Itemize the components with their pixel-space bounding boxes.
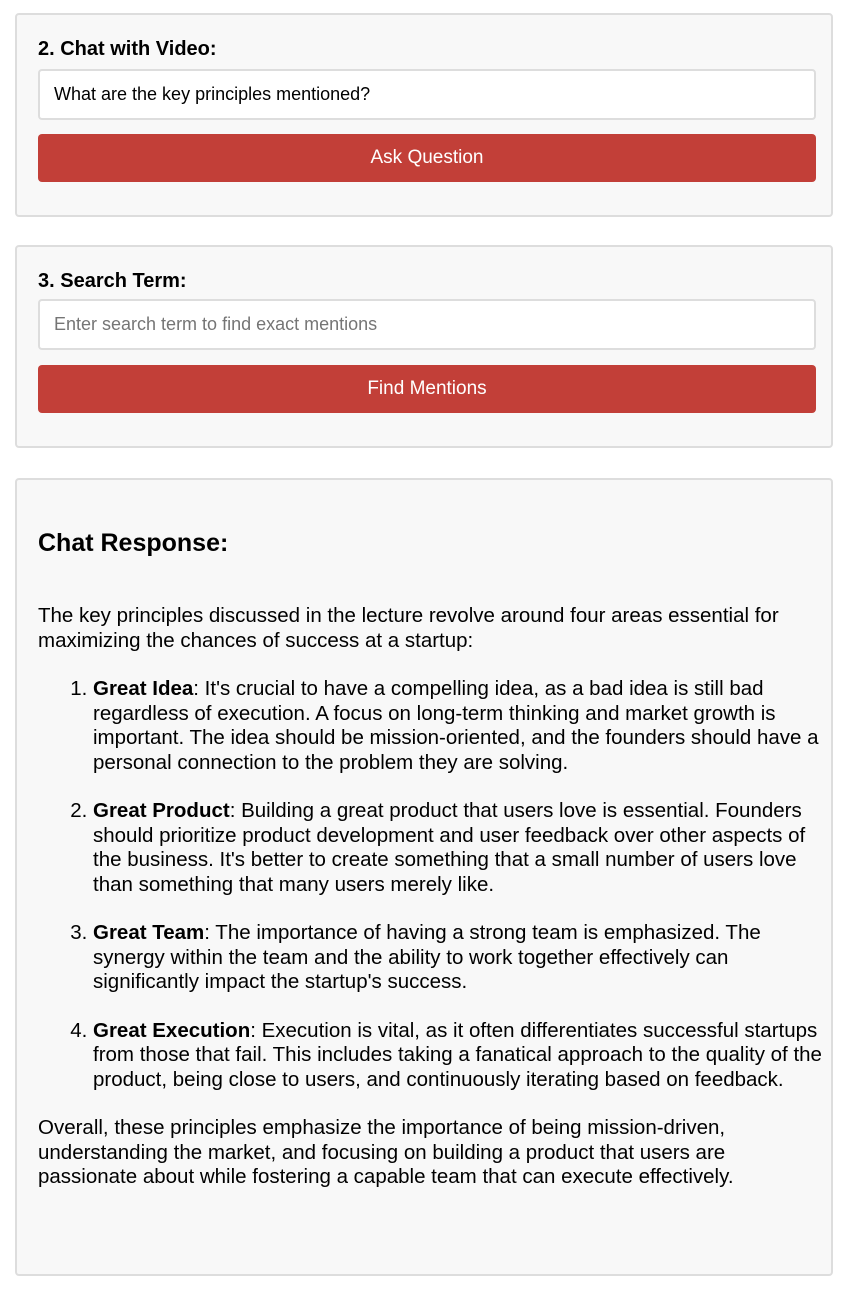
principle-term: Great Team	[93, 921, 205, 944]
chat-with-video-section	[15, 13, 833, 217]
principle-text: : It's crucial to have a compelling idea, as a bad idea is still bad regardless of execution. A focus on long-term thinking and market growth is important. The idea should be mission-oriented, and the founders should have a personal connection to the problem they are solving.	[93, 677, 819, 774]
chat-response-body	[38, 604, 823, 1190]
principle-text: : Execution is vital, as it often differentiates successful startups from those that fail. This includes taking a fanatical approach to the quality of the product, being close to users, and continuously iterating based on feedback.	[93, 1018, 822, 1091]
principle-term: Great Execution	[93, 1018, 251, 1042]
list-item	[93, 1019, 823, 1093]
principle-text: : The importance of having a strong team is emphasized. The synergy within the team and the ability to work together effectively can significantly impact the startup's success.	[93, 921, 761, 993]
search-term-section	[15, 245, 833, 448]
principle-term: Great Product	[93, 799, 230, 822]
principle-text: : Building a great product that users love is essential. Founders should prioritize product development and user feedback over other aspects of the business. It's better to create something that a small number of users love than something that many users merely like.	[93, 799, 806, 896]
list-item	[93, 677, 823, 775]
chat-question-input[interactable]	[38, 69, 816, 120]
chat-response-section	[15, 478, 833, 1276]
response-intro: The key principles discussed in the lecture revolve around four areas essential for maximizing the chances of success at a startup:	[38, 604, 779, 652]
list-item	[93, 921, 823, 995]
ask-question-button[interactable]: Ask Question	[38, 134, 816, 182]
list-item	[93, 799, 823, 897]
principles-list	[38, 677, 823, 1092]
search-term-label: 3. Search Term:	[38, 270, 187, 292]
chat-response-title: Chat Response:	[38, 529, 229, 557]
chat-with-video-label: 2. Chat with Video:	[38, 38, 217, 60]
find-mentions-button[interactable]: Find Mentions	[38, 365, 816, 413]
search-term-input[interactable]	[38, 299, 816, 350]
principle-term: Great Idea	[93, 677, 194, 700]
response-conclusion: Overall, these principles emphasize the importance of being mission-driven, understanding the market, and focusing on building a product that users are passionate about while fostering a capable team that can execute effectively.	[38, 1116, 734, 1188]
